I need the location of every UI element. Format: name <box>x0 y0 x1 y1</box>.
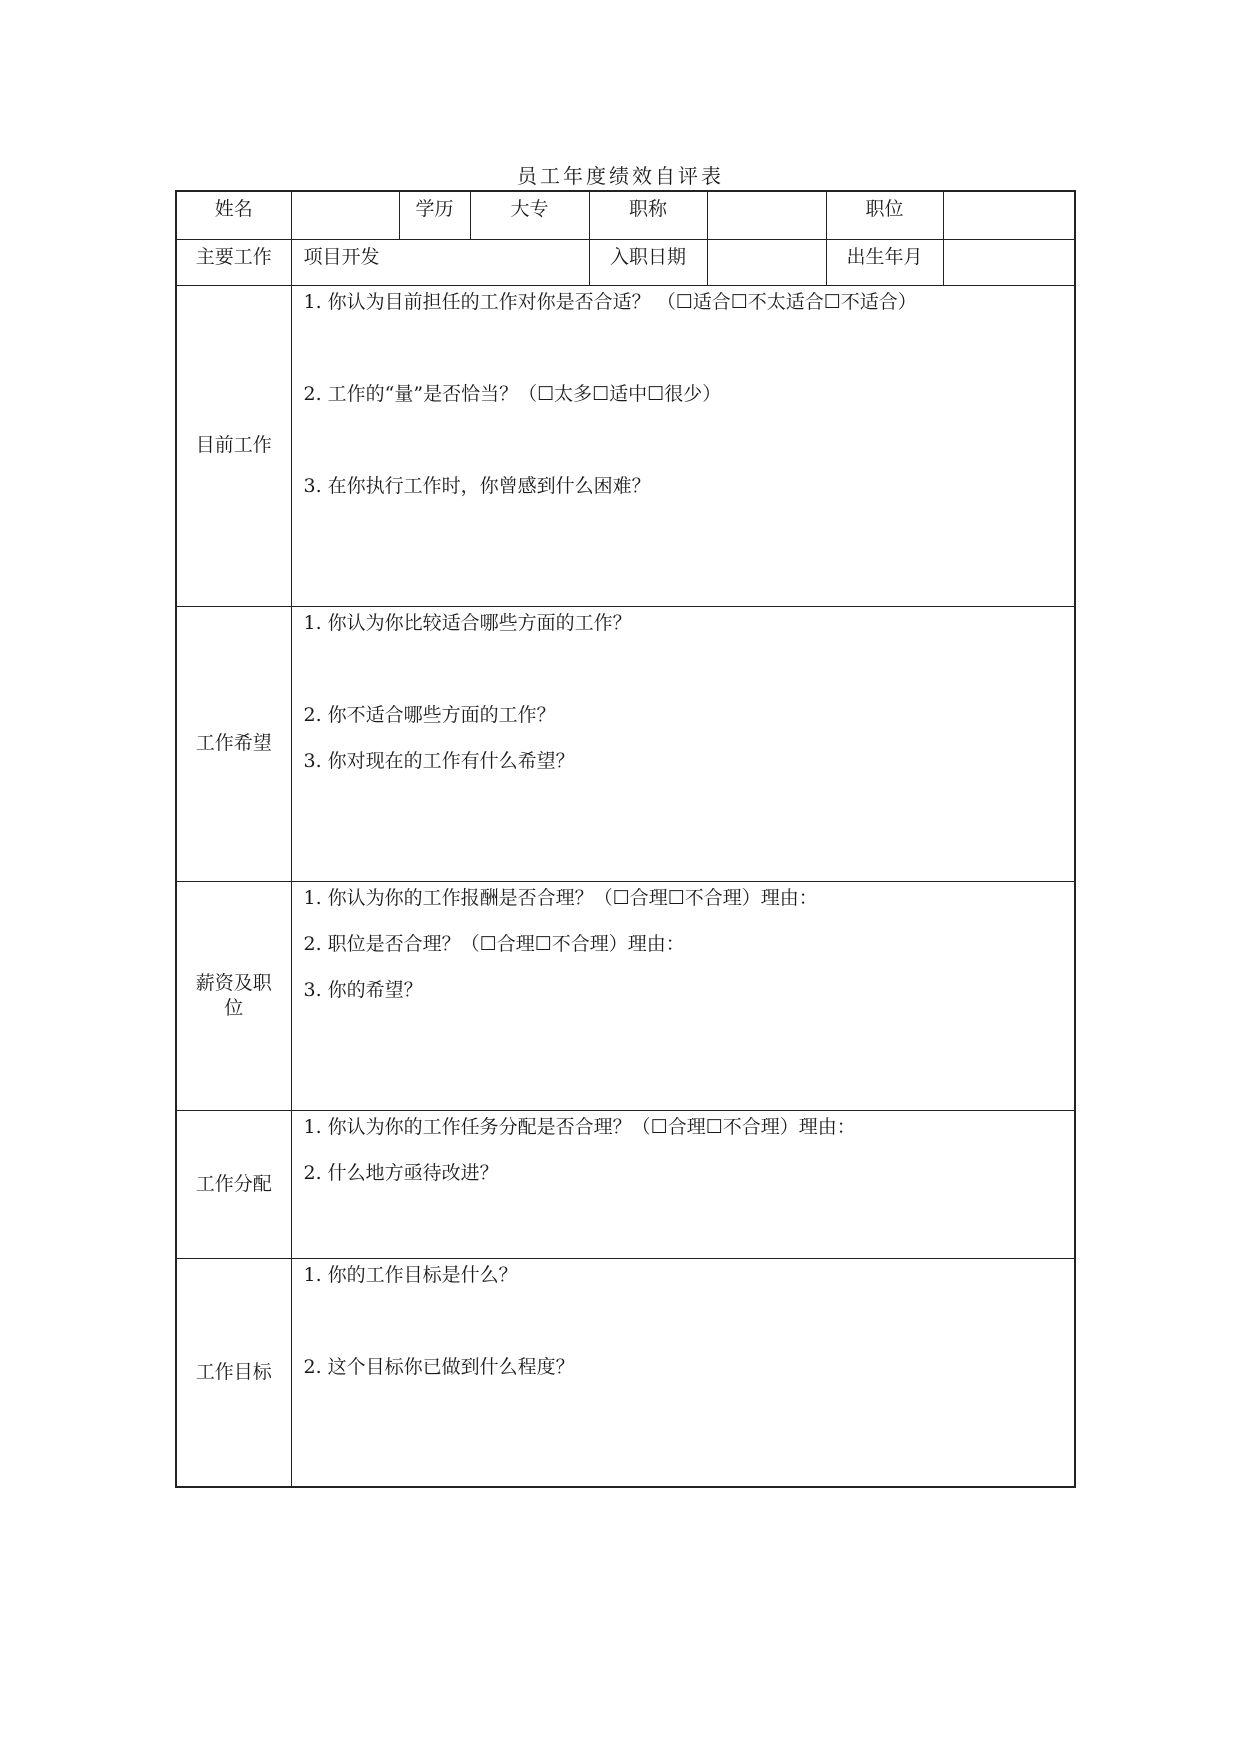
question-2: 2. 你不适合哪些方面的工作？ <box>303 703 556 726</box>
education-label: 学历 <box>399 191 470 239</box>
question-2: 2. 这个目标你已做到什么程度？ <box>303 1355 575 1378</box>
birth-date-field[interactable] <box>943 239 1075 285</box>
section-salary-position <box>176 881 1075 1110</box>
answer-area-work-hope[interactable] <box>291 606 1075 881</box>
answer-area-salary-position[interactable] <box>291 881 1075 1110</box>
position-label: 职位 <box>826 191 943 239</box>
section-current-work <box>176 285 1075 606</box>
answer-area-work-assignment[interactable] <box>291 1110 1075 1258</box>
section-work-hope <box>176 606 1075 881</box>
main-work-field[interactable]: 项目开发 <box>291 239 589 285</box>
basic-info-row-2 <box>176 239 1075 285</box>
section-work-assignment <box>176 1110 1075 1258</box>
question-3: 3. 你的希望？ <box>303 978 423 1001</box>
question-3: 3. 在你执行工作时，你曾感到什么困难？ <box>303 474 651 497</box>
question-1: 1. 你的工作目标是什么？ <box>303 1263 518 1286</box>
question-1: 1. 你认为目前担任的工作对你是否合适？ （☐适合☐不太适合☐不适合） <box>303 290 917 313</box>
job-title-label: 职称 <box>589 191 707 239</box>
section-label-work-assignment: 工作分配 <box>176 1110 291 1258</box>
basic-info-row-1 <box>176 191 1075 239</box>
answer-area-work-goal[interactable] <box>291 1258 1075 1487</box>
education-field[interactable]: 大专 <box>470 191 589 239</box>
section-label-work-hope: 工作希望 <box>176 606 291 881</box>
form-title: 员工年度绩效自评表 <box>517 164 724 188</box>
question-1: 1. 你认为你的工作报酬是否合理？（☐合理☐不合理）理由： <box>303 886 818 909</box>
question-1: 1. 你认为你比较适合哪些方面的工作？ <box>303 611 632 634</box>
self-evaluation-form <box>175 190 1076 1488</box>
hire-date-field[interactable] <box>707 239 826 285</box>
main-work-label: 主要工作 <box>176 239 291 285</box>
question-3: 3. 你对现在的工作有什么希望？ <box>303 749 575 772</box>
question-2: 2. 职位是否合理？（☐合理☐不合理）理由： <box>303 932 685 955</box>
section-label-work-goal: 工作目标 <box>176 1258 291 1487</box>
section-label-current-work: 目前工作 <box>176 285 291 606</box>
birth-date-label: 出生年月 <box>826 239 943 285</box>
question-1: 1. 你认为你的工作任务分配是否合理？（☐合理☐不合理）理由： <box>303 1115 856 1138</box>
job-title-field[interactable] <box>707 191 826 239</box>
name-field[interactable] <box>291 191 399 239</box>
question-2: 2. 什么地方亟待改进？ <box>303 1161 499 1184</box>
question-2: 2. 工作的“量”是否恰当？（☐太多☐适中☐很少） <box>303 382 722 405</box>
answer-area-current-work[interactable] <box>291 285 1075 606</box>
hire-date-label: 入职日期 <box>589 239 707 285</box>
section-work-goal <box>176 1258 1075 1487</box>
name-label: 姓名 <box>176 191 291 239</box>
section-label-salary-position: 薪资及职位 <box>176 881 291 1110</box>
position-field[interactable] <box>943 191 1075 239</box>
